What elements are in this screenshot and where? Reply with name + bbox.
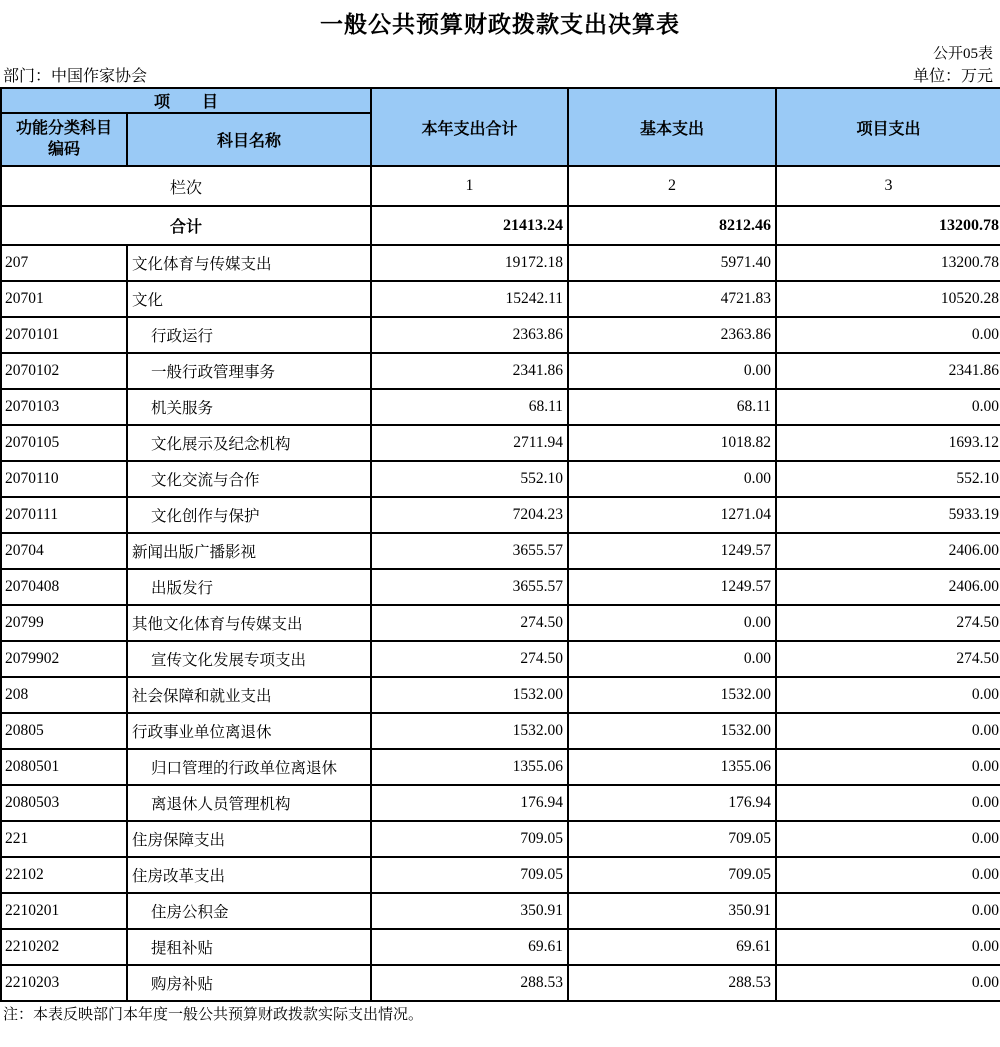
- total-expense-cell: 552.10: [371, 461, 568, 497]
- project-expense-cell: 0.00: [776, 965, 1000, 1001]
- header-function-code: [1, 113, 127, 166]
- table-row: [1, 533, 1000, 569]
- table-row: [1, 245, 1000, 281]
- subject-name-cell: 机关服务: [127, 389, 371, 425]
- table-row: [1, 569, 1000, 605]
- subject-name-cell: 文化: [127, 281, 371, 317]
- total-label: 合计: [1, 206, 371, 245]
- basic-expense-cell: 0.00: [568, 353, 776, 389]
- total-expense-cell: 176.94: [371, 785, 568, 821]
- subject-name-cell: 其他文化体育与传媒支出: [127, 605, 371, 641]
- project-expense-cell: 0.00: [776, 821, 1000, 857]
- basic-expense-cell: 176.94: [568, 785, 776, 821]
- total-expense-cell: 2711.94: [371, 425, 568, 461]
- project-expense-cell: 0.00: [776, 893, 1000, 929]
- total-expense-cell: 288.53: [371, 965, 568, 1001]
- unit-label: 单位：万元: [912, 68, 993, 85]
- column-index-1: 1: [371, 166, 568, 206]
- header-subject-name: 科目名称: [127, 113, 371, 166]
- department-label: 部门：中国作家协会: [3, 68, 148, 85]
- function-code-cell: 2070103: [1, 389, 127, 425]
- function-code-cell: 20799: [1, 605, 127, 641]
- total-expense-cell: 3655.57: [371, 569, 568, 605]
- function-code-cell: 22102: [1, 857, 127, 893]
- subject-name-cell: 出版发行: [127, 569, 371, 605]
- page-title: 一般公共预算财政拨款支出决算表: [320, 12, 680, 37]
- project-expense-cell: 274.50: [776, 605, 1000, 641]
- total-expense-cell: 3655.57: [371, 533, 568, 569]
- meta-line: [0, 63, 1000, 87]
- project-expense-cell: 5933.19: [776, 497, 1000, 533]
- table-row: [1, 497, 1000, 533]
- total-expense-cell: 19172.18: [371, 245, 568, 281]
- project-expense-cell: 1693.12: [776, 425, 1000, 461]
- project-expense-cell: 552.10: [776, 461, 1000, 497]
- basic-expense-cell: 1532.00: [568, 677, 776, 713]
- table-code-label: 公开05表: [932, 46, 993, 62]
- table-row: [1, 281, 1000, 317]
- basic-expense-cell: 4721.83: [568, 281, 776, 317]
- table-row: [1, 317, 1000, 353]
- subject-name-cell: 行政运行: [127, 317, 371, 353]
- function-code-cell: 2070111: [1, 497, 127, 533]
- project-expense-cell: 0.00: [776, 785, 1000, 821]
- total-expense-cell: 68.11: [371, 389, 568, 425]
- subject-name-cell: 新闻出版广播影视: [127, 533, 371, 569]
- table-row: [1, 677, 1000, 713]
- basic-expense-cell: 68.11: [568, 389, 776, 425]
- subject-name-cell: 宣传文化发展专项支出: [127, 641, 371, 677]
- project-expense-cell: 274.50: [776, 641, 1000, 677]
- basic-expense-cell: 709.05: [568, 821, 776, 857]
- table-row: [1, 353, 1000, 389]
- subject-name-cell: 住房公积金: [127, 893, 371, 929]
- subject-name-cell: 离退休人员管理机构: [127, 785, 371, 821]
- project-expense-cell: 2406.00: [776, 533, 1000, 569]
- expenditure-table: [0, 87, 1000, 1002]
- project-expense-cell: 0.00: [776, 857, 1000, 893]
- project-expense-cell: 0.00: [776, 749, 1000, 785]
- subject-name-cell: 文化体育与传媒支出: [127, 245, 371, 281]
- table-row: [1, 641, 1000, 677]
- header-basic-expense: 基本支出: [568, 88, 776, 166]
- function-code-cell: 20701: [1, 281, 127, 317]
- total-expense-cell: 2341.86: [371, 353, 568, 389]
- function-code-cell: 2080501: [1, 749, 127, 785]
- header-function-code-line1: 功能分类科目: [15, 119, 112, 137]
- header-item-group: 项 目: [1, 88, 371, 113]
- project-expense-cell: 10520.28: [776, 281, 1000, 317]
- function-code-cell: 2070110: [1, 461, 127, 497]
- total-expense-cell: 21413.24: [371, 206, 568, 245]
- function-code-cell: 2070101: [1, 317, 127, 353]
- table-row: [1, 857, 1000, 893]
- subject-name-cell: 行政事业单位离退休: [127, 713, 371, 749]
- table-row: [1, 929, 1000, 965]
- total-expense-cell: 1532.00: [371, 677, 568, 713]
- function-code-cell: 2079902: [1, 641, 127, 677]
- basic-expense-cell: 1018.82: [568, 425, 776, 461]
- total-expense-cell: 274.50: [371, 641, 568, 677]
- subject-name-cell: 社会保障和就业支出: [127, 677, 371, 713]
- function-code-cell: 20704: [1, 533, 127, 569]
- basic-expense-cell: 0.00: [568, 461, 776, 497]
- column-index-label: 栏次: [1, 166, 371, 206]
- header-project-expense: 项目支出: [776, 88, 1000, 166]
- total-expense-cell: 1355.06: [371, 749, 568, 785]
- total-expense-cell: 2363.86: [371, 317, 568, 353]
- column-index-3: 3: [776, 166, 1000, 206]
- table-row: [1, 893, 1000, 929]
- total-row: [1, 206, 1000, 245]
- header-function-code-line2: 编码: [47, 140, 80, 158]
- subject-name-cell: 文化创作与保护: [127, 497, 371, 533]
- table-row: [1, 389, 1000, 425]
- total-expense-cell: 1532.00: [371, 713, 568, 749]
- basic-expense-cell: 1249.57: [568, 569, 776, 605]
- basic-expense-cell: 5971.40: [568, 245, 776, 281]
- table-body: [1, 206, 1000, 1001]
- function-code-cell: 20805: [1, 713, 127, 749]
- function-code-cell: 2210201: [1, 893, 127, 929]
- column-index-2: 2: [568, 166, 776, 206]
- total-expense-cell: 7204.23: [371, 497, 568, 533]
- basic-expense-cell: 8212.46: [568, 206, 776, 245]
- project-expense-cell: 0.00: [776, 713, 1000, 749]
- function-code-cell: 207: [1, 245, 127, 281]
- basic-expense-cell: 0.00: [568, 641, 776, 677]
- subject-name-cell: 一般行政管理事务: [127, 353, 371, 389]
- subject-name-cell: 住房保障支出: [127, 821, 371, 857]
- total-expense-cell: 709.05: [371, 857, 568, 893]
- function-code-cell: 208: [1, 677, 127, 713]
- table-row: [1, 605, 1000, 641]
- basic-expense-cell: 288.53: [568, 965, 776, 1001]
- basic-expense-cell: 709.05: [568, 857, 776, 893]
- function-code-cell: 2070105: [1, 425, 127, 461]
- function-code-cell: 2210202: [1, 929, 127, 965]
- basic-expense-cell: 1532.00: [568, 713, 776, 749]
- basic-expense-cell: 1271.04: [568, 497, 776, 533]
- basic-expense-cell: 0.00: [568, 605, 776, 641]
- project-expense-cell: 2406.00: [776, 569, 1000, 605]
- total-expense-cell: 69.61: [371, 929, 568, 965]
- subject-name-cell: 提租补贴: [127, 929, 371, 965]
- table-row: [1, 461, 1000, 497]
- header-total-expense: 本年支出合计: [371, 88, 568, 166]
- project-expense-cell: 13200.78: [776, 245, 1000, 281]
- basic-expense-cell: 1249.57: [568, 533, 776, 569]
- project-expense-cell: 0.00: [776, 929, 1000, 965]
- total-expense-cell: 709.05: [371, 821, 568, 857]
- total-expense-cell: 274.50: [371, 605, 568, 641]
- subject-name-cell: 文化交流与合作: [127, 461, 371, 497]
- table-row: [1, 965, 1000, 1001]
- basic-expense-cell: 69.61: [568, 929, 776, 965]
- subject-name-cell: 购房补贴: [127, 965, 371, 1001]
- basic-expense-cell: 2363.86: [568, 317, 776, 353]
- function-code-cell: 2210203: [1, 965, 127, 1001]
- table-row: [1, 785, 1000, 821]
- table-row: [1, 425, 1000, 461]
- table-row: [1, 713, 1000, 749]
- function-code-cell: 2080503: [1, 785, 127, 821]
- project-expense-cell: 0.00: [776, 317, 1000, 353]
- function-code-cell: 2070102: [1, 353, 127, 389]
- basic-expense-cell: 1355.06: [568, 749, 776, 785]
- project-expense-cell: 0.00: [776, 677, 1000, 713]
- project-expense-cell: 2341.86: [776, 353, 1000, 389]
- project-expense-cell: 0.00: [776, 389, 1000, 425]
- subject-name-cell: 文化展示及纪念机构: [127, 425, 371, 461]
- table-row: [1, 749, 1000, 785]
- total-expense-cell: 15242.11: [371, 281, 568, 317]
- total-expense-cell: 350.91: [371, 893, 568, 929]
- function-code-cell: 221: [1, 821, 127, 857]
- subject-name-cell: 归口管理的行政单位离退休: [127, 749, 371, 785]
- project-expense-cell: 13200.78: [776, 206, 1000, 245]
- footnote: 注：本表反映部门本年度一般公共预算财政拨款实际支出情况。: [3, 1007, 424, 1023]
- subject-name-cell: 住房改革支出: [127, 857, 371, 893]
- function-code-cell: 2070408: [1, 569, 127, 605]
- basic-expense-cell: 350.91: [568, 893, 776, 929]
- table-row: [1, 821, 1000, 857]
